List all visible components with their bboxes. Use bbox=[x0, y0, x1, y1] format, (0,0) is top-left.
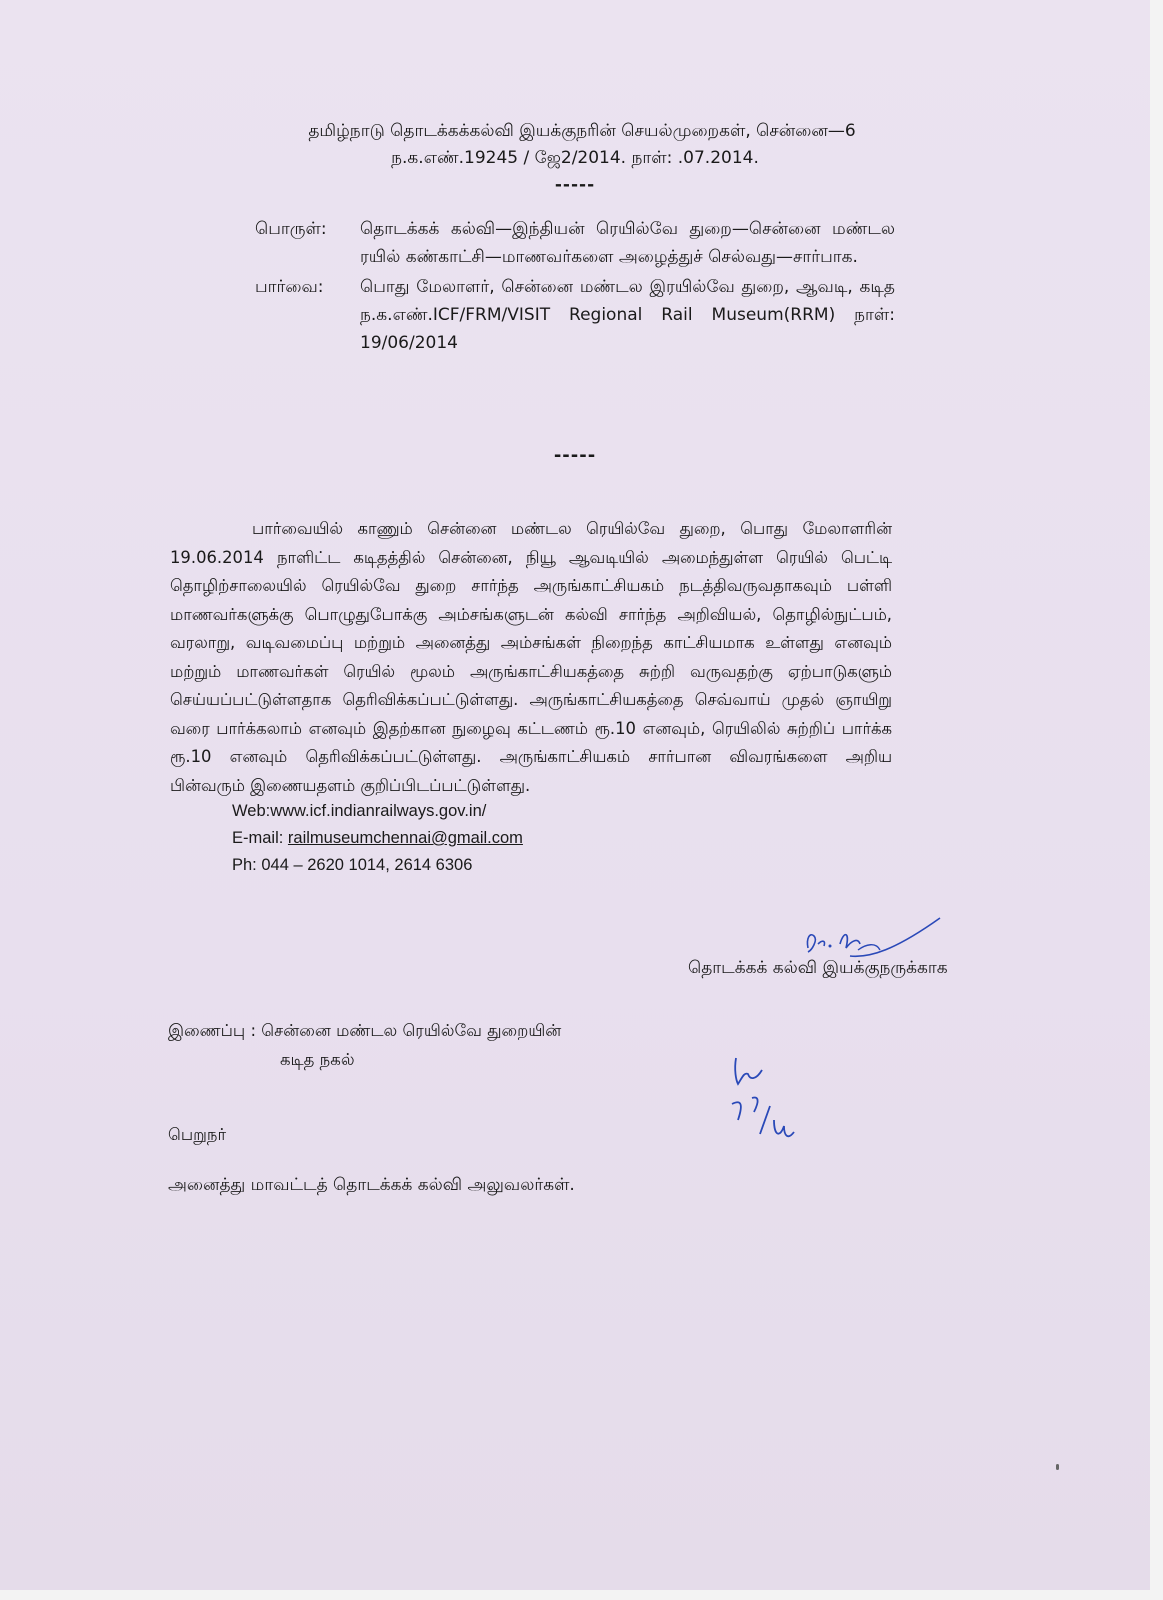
subject-row bbox=[255, 215, 895, 271]
scan-speck bbox=[1056, 1464, 1059, 1470]
handwritten-initials-icon bbox=[722, 1040, 822, 1160]
header-title: தமிழ்நாடு தொடக்கக்கல்வி இயக்குநரின் செயல்முறைகள், சென்னை—6 bbox=[308, 121, 856, 141]
section-separator: ----- bbox=[553, 445, 597, 466]
subject-text: தொடக்கக் கல்வி—இந்தியன் ரெயில்வே துறை—சென்னை மண்டல ரயில் கண்காட்சி—மாணவர்களை அழைத்துச் செல்வது—சார்பாக. bbox=[360, 219, 895, 267]
recipient-label: பெறுநர் bbox=[168, 1125, 227, 1144]
reference-text: பொது மேலாளர், சென்னை மண்டல இரயில்வே துறை, ஆவடி, கடித ந.க.எண்.ICF/FRM/VISIT Regional Rail Museum(RRM) நாள்: 19/06/2014 bbox=[360, 277, 895, 353]
signatory-title: தொடக்கக் கல்வி இயக்குநருக்காக bbox=[688, 958, 948, 978]
reference-row bbox=[255, 273, 895, 357]
email-line bbox=[232, 825, 523, 852]
email-link[interactable]: railmuseumchennai@gmail.com bbox=[287, 829, 523, 847]
email-label: E-mail: bbox=[232, 829, 288, 847]
enclosure-block bbox=[168, 1016, 561, 1074]
subject-label: பொருள்: bbox=[255, 219, 327, 239]
website-line: Web:www.icf.indianrailways.gov.in/ bbox=[232, 802, 487, 820]
letter-header bbox=[0, 118, 1150, 199]
contact-block bbox=[232, 798, 523, 879]
phone-line: Ph: 044 – 2620 1014, 2614 6306 bbox=[232, 856, 473, 874]
scan-margin-right bbox=[1150, 0, 1163, 1600]
reference-label: பார்வை: bbox=[255, 277, 324, 297]
header-separator: ----- bbox=[554, 175, 596, 195]
scan-margin-bottom bbox=[0, 1590, 1163, 1600]
enclosure-line-1: இணைப்பு : சென்னை மண்டல ரெயில்வே துறையின் bbox=[168, 1021, 562, 1040]
reference-block bbox=[255, 215, 895, 359]
body-paragraph: பார்வையில் காணும் சென்னை மண்டல ரெயில்வே துறை, பொது மேலாளரின் 19.06.2014 நாளிட்ட கடிதத்தில் சென்னை, நியூ ஆவடியில் அமைந்துள்ள ரெயில் பெட்டி தொழிற்சாலையில் ரெயில்வே துறை சார்ந்த அருங்காட்சியகம் நடத்திவருவதாகவும் பள்ளி மாணவர்களுக்கு பொழுதுபோக்கு அம்சங்களுடன் கல்வி சார்ந்த அறிவியல், தொழில்நுட்பம், வரலாறு, வடிவமைப்பு மற்றும் அனைத்து அம்சங்கள் நிறைந்த காட்சியமாக உள்ளது எனவும் மற்றும் மாணவர்கள் ரெயில் மூலம் அருங்காட்சியகத்தை சுற்றி வருவதற்கு ஏற்பாடுகளும் செய்யப்பட்டுள்ளதாக தெரிவிக்கப்பட்டுள்ளது. அருங்காட்சியகத்தை செவ்வாய் முதல் ஞாயிறு வரை பார்க்கலாம் எனவும் இதற்கான நுழைவு கட்டணம் ரூ.10 எனவும், ரெயிலில் சுற்றிப் பார்க்க ரூ.10 எனவும் தெரிவிக்கப்பட்டுள்ளது. அருங்காட்சியகம் சார்பான விவரங்களை அறிய பின்வரும் இணையதளம் குறிப்பிடப்பட்டுள்ளது. bbox=[170, 519, 892, 795]
recipient-list: அனைத்து மாவட்டத் தொடக்கக் கல்வி அலுவலர்கள். bbox=[168, 1175, 575, 1195]
enclosure-line-2: கடித நகல் bbox=[280, 1050, 355, 1069]
header-reference-number: ந.க.எண்.19245 / ஜே2/2014. நாள்: .07.2014. bbox=[391, 148, 759, 168]
